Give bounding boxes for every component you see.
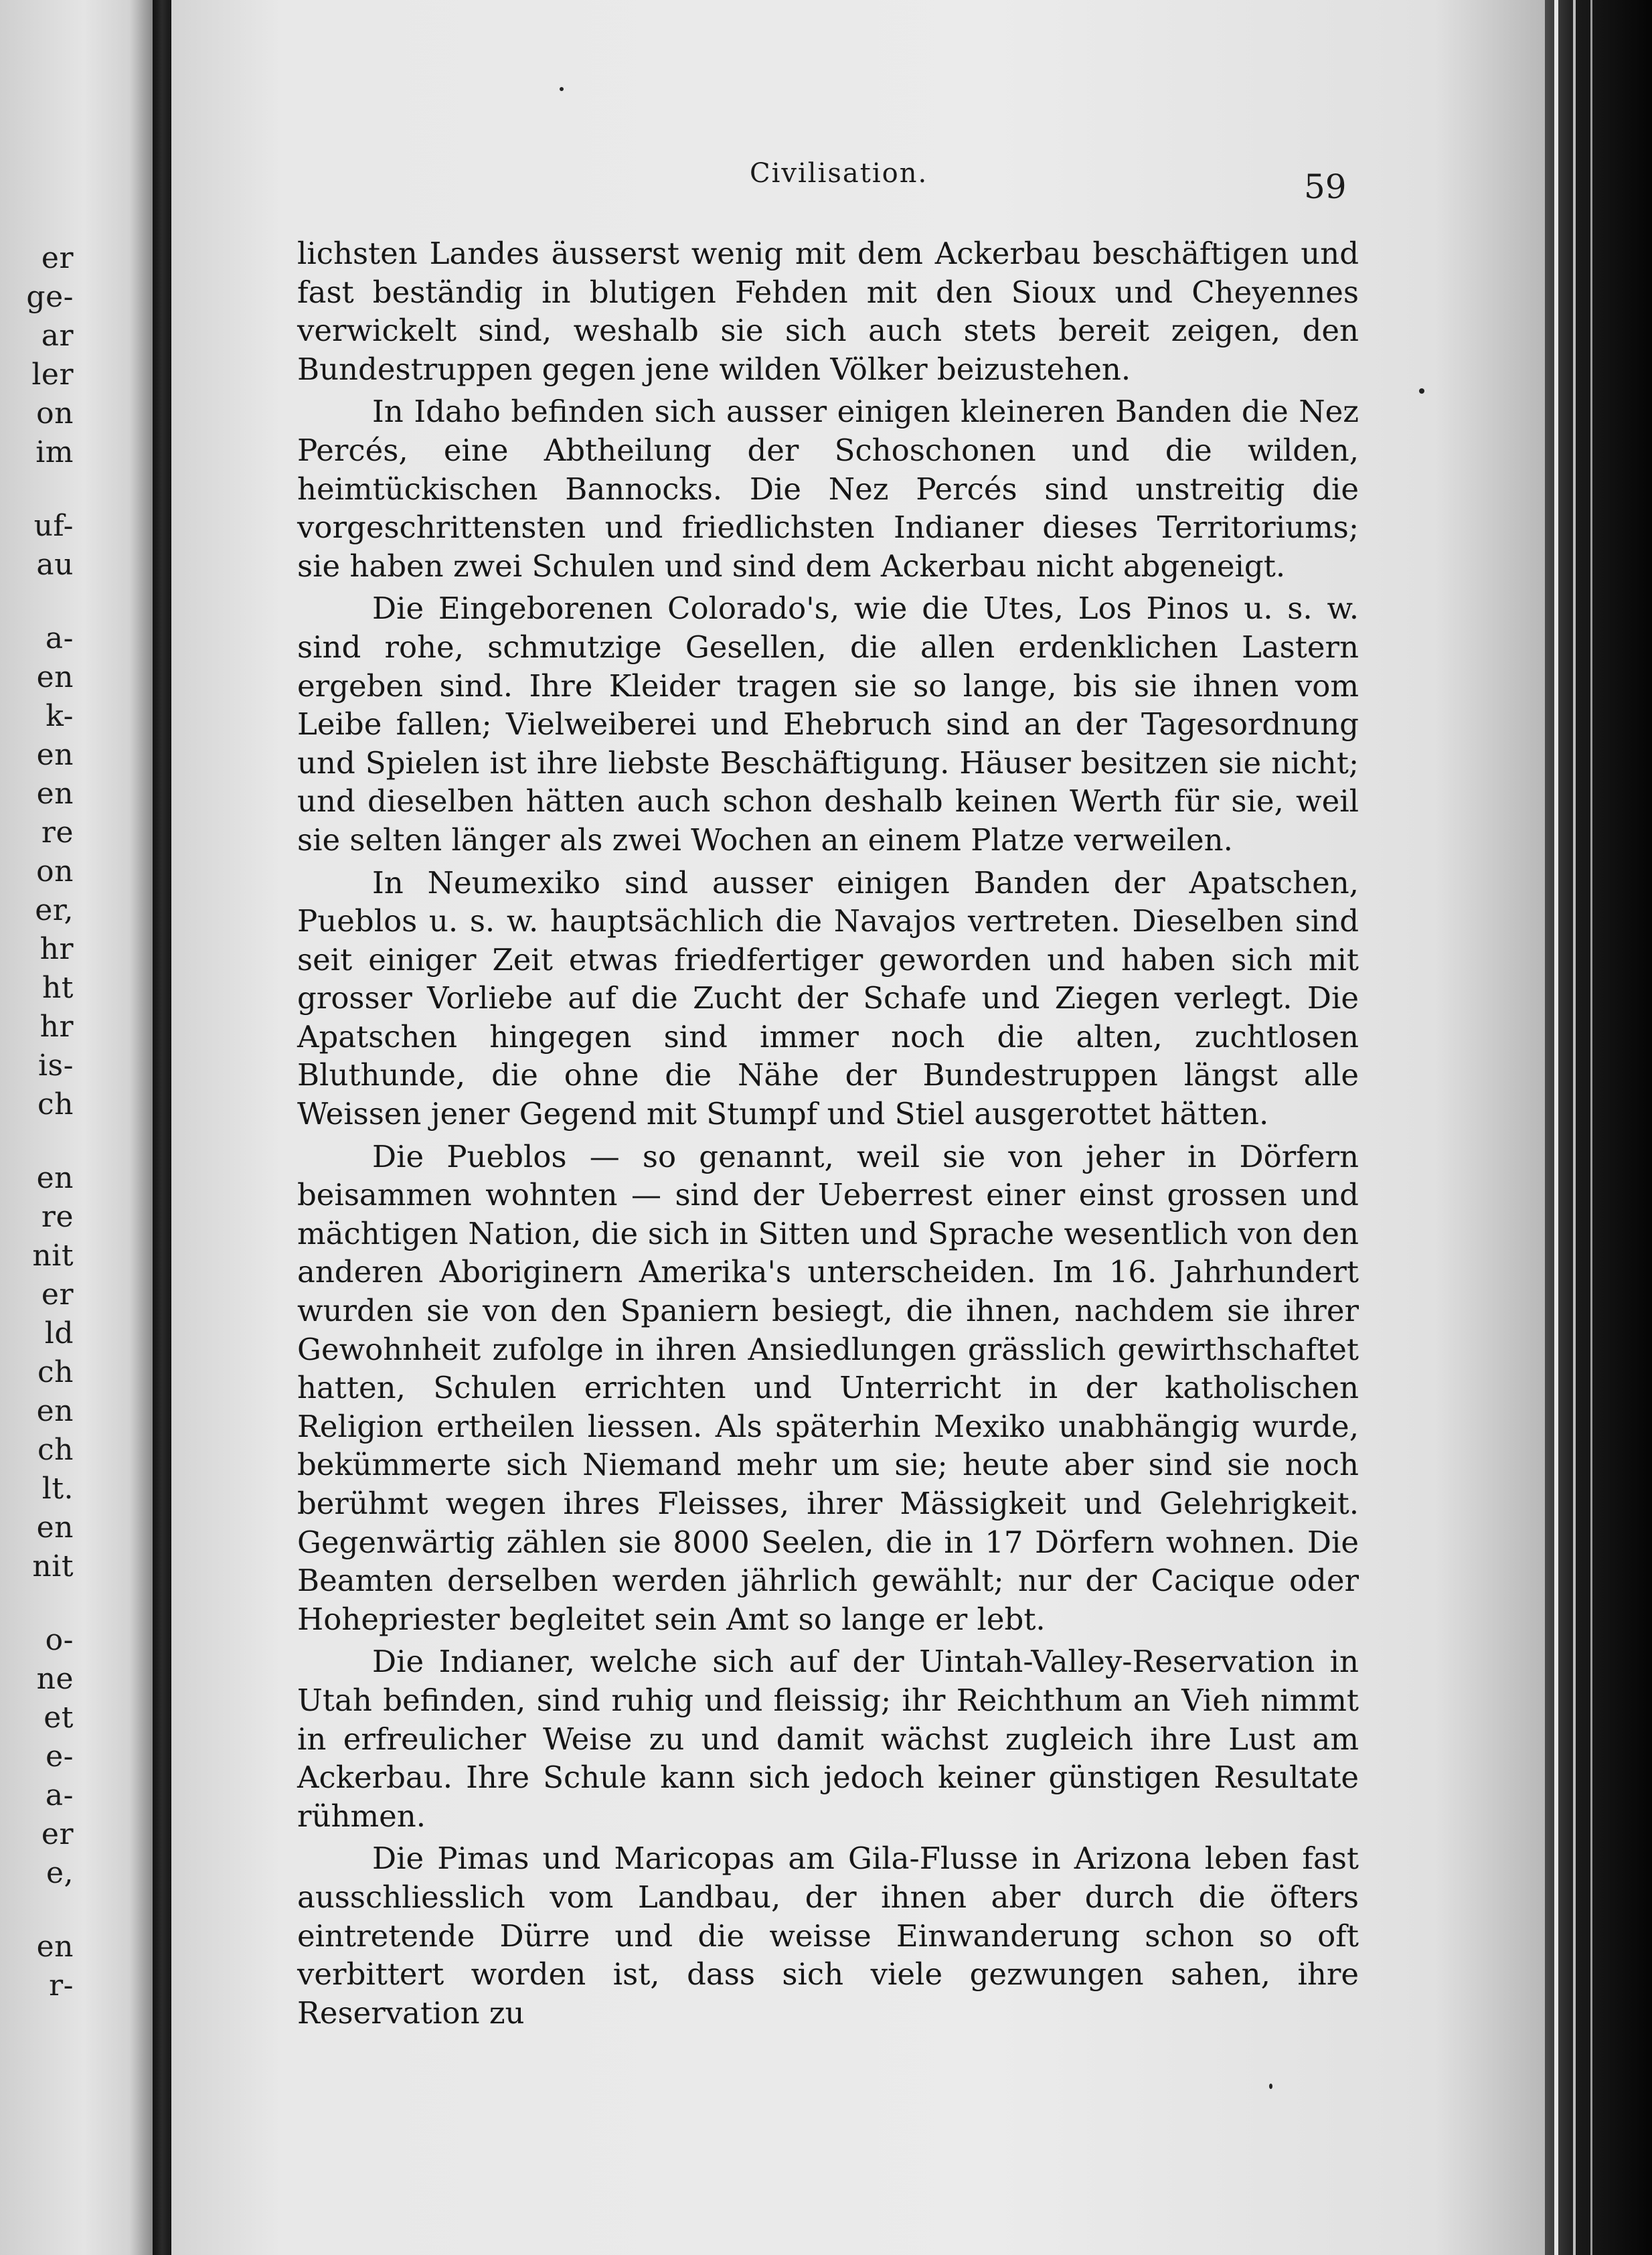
line-fragment: er: [41, 1817, 74, 1851]
line-fragment: e-: [46, 1739, 74, 1774]
line-fragment: a-: [45, 1778, 74, 1812]
line-fragment: en: [36, 738, 74, 772]
paragraph: lichsten Landes äusserst wenig mit dem Ackerbau beschäftigen und fast beständig in blutigen Fehden mit den Sioux und Cheyennes verwickelt sind, weshalb sie sich auch stets bereit zeigen, den Bundestruppen gegen jene wilden Völker beizustehen.: [297, 236, 1359, 387]
line-fragment: re: [41, 815, 74, 850]
running-head: Civilisation.: [750, 158, 928, 189]
paragraph: Die Indianer, welche sich auf der Uintah-Valley-Reservation in Utah befinden, sind ruhig und fleissig; ihr Reichthum an Vieh nimmt in erfreulicher Weise zu und damit wächst zugleich ihre Lust am Ackerbau. Ihre Schule kann sich jedoch keiner günstigen Resultate rühmen.: [297, 1644, 1359, 1834]
right-page-edge: [1545, 0, 1652, 2255]
line-fragment: er: [41, 241, 74, 275]
paragraph: Die Pueblos — so genannt, weil sie von jeher in Dörfern beisammen wohnten — sind der Ueberrest einer einst grossen und mächtigen Nation, die sich in Sitten und Sprache wesentlich von den anderen Aboriginern Amerika's unterscheiden. Im 16. Jahrhundert wurden sie von den Spaniern besiegt, die ihnen, nachdem sie ihrer Gewohnheit zufolge in ihren Ansiedlungen grässlich gewirthschaftet hatten, Schulen errichten und Unterricht in der katholischen Religion ertheilen liessen. Als späterhin Mexiko unabhängig wurde, bekümmerte sich Niemand mehr um sie; heute aber sind sie noch berühmt wegen ihres Fleisses, ihrer Mässigkeit und Gelehrigkeit. Gegenwärtig zählen sie 8000 Seelen, die in 17 Dörfern wohnen. Die Beamten derselben werden jährlich gewählt; nur der Cacique oder Hohepriester begleitet sein Amt so lange er lebt.: [297, 1138, 1359, 1637]
line-fragment: ar: [41, 319, 74, 353]
line-fragment: en: [36, 1161, 74, 1195]
line-fragment: a-: [45, 621, 74, 655]
line-fragment: ht: [42, 971, 74, 1005]
book-gutter: [153, 0, 171, 2255]
paragraph: In Idaho befinden sich ausser einigen kleineren Banden die Nez Percés, eine Abtheilung der Schoschonen und die wilden, heimtückischen Bannocks. Die Nez Percés sind unstreitig die vorgeschrittensten und friedlichsten Indianer dieses Territoriums; sie haben zwei Schulen und sind dem Ackerbau nicht abgeneigt.: [297, 394, 1359, 584]
line-fragment: et: [44, 1701, 74, 1735]
previous-page-edge: [0, 0, 153, 2255]
line-fragment: is-: [37, 1048, 74, 1083]
page-body: [297, 234, 1359, 2036]
line-fragment: en: [36, 777, 74, 811]
line-fragment: on: [36, 396, 74, 431]
line-fragment: on: [36, 854, 74, 888]
paragraph: Die Pimas und Maricopas am Gila-Flusse in Arizona leben fast ausschliesslich vom Landbau, der ihnen aber durch die öfters eintretende Dürre und die weisse Einwanderung schon so oft verbittert worden ist, dass sich viele gezwungen sahen, ihre Reservation zu: [297, 1841, 1359, 2031]
line-fragment: ne: [36, 1662, 74, 1696]
line-fragment: en: [36, 1510, 74, 1545]
line-fragment: r-: [49, 1968, 74, 2003]
line-fragment: er,: [35, 893, 74, 927]
line-fragment: re: [41, 1200, 74, 1234]
line-fragment: ler: [31, 358, 74, 392]
line-fragment: lt.: [42, 1472, 74, 1506]
line-fragment: ch: [37, 1087, 74, 1121]
scan-speck: [1419, 388, 1424, 394]
line-fragment: hr: [39, 932, 74, 966]
page-edge-stripe: [1554, 0, 1558, 2255]
line-fragment: ch: [37, 1433, 74, 1467]
line-fragment: au: [36, 548, 74, 582]
line-fragment: hr: [39, 1010, 74, 1044]
line-fragment: ch: [37, 1355, 74, 1389]
line-fragment: ld: [44, 1316, 74, 1350]
line-fragment: im: [35, 435, 74, 469]
line-fragment: uf-: [33, 509, 74, 543]
page-number: 59: [1304, 167, 1347, 206]
page-edge-stripe: [1590, 0, 1592, 2255]
line-fragment: nit: [32, 1239, 74, 1273]
line-fragment: en: [36, 1394, 74, 1428]
line-fragment: k-: [46, 699, 74, 733]
line-fragment: e,: [46, 1856, 74, 1890]
scan-speck: [560, 87, 564, 91]
line-fragment: nit: [32, 1549, 74, 1583]
line-fragment: en: [36, 660, 74, 694]
paragraph: Die Eingeborenen Colorado's, wie die Utes, Los Pinos u. s. w. sind rohe, schmutzige Gesellen, die allen erdenklichen Lastern ergeben sind. Ihre Kleider tragen sie so lange, bis sie ihnen vom Leibe fallen; Vielweiberei und Ehebruch sind an der Tagesordnung und Spielen ist ihre liebste Beschäftigung. Häuser besitzen sie nicht; und dieselben hätten auch schon deshalb keinen Werth für sie, weil sie selten länger als zwei Wochen an einem Platze verweilen.: [297, 591, 1359, 858]
scan-speck: [1269, 2084, 1272, 2089]
line-fragment: en: [36, 1930, 74, 1964]
line-fragment: o-: [45, 1623, 74, 1657]
line-fragment: ge-: [26, 280, 74, 314]
page-edge-stripe: [1573, 0, 1576, 2255]
line-fragment: er: [41, 1277, 74, 1312]
paragraph: In Neumexiko sind ausser einigen Banden der Apatschen, Pueblos u. s. w. hauptsächlich die Navajos vertreten. Dieselben sind seit einiger Zeit etwas friedfertiger geworden und haben sich mit grosser Vorliebe auf die Zucht der Schafe und Ziegen verlegt. Die Apatschen hingegen sind immer noch die alten, zuchtlosen Bluthunde, die ohne die Nähe der Bundestruppen längst alle Weissen jener Gegend mit Stumpf und Stiel ausgerottet hätten.: [297, 864, 1359, 1132]
